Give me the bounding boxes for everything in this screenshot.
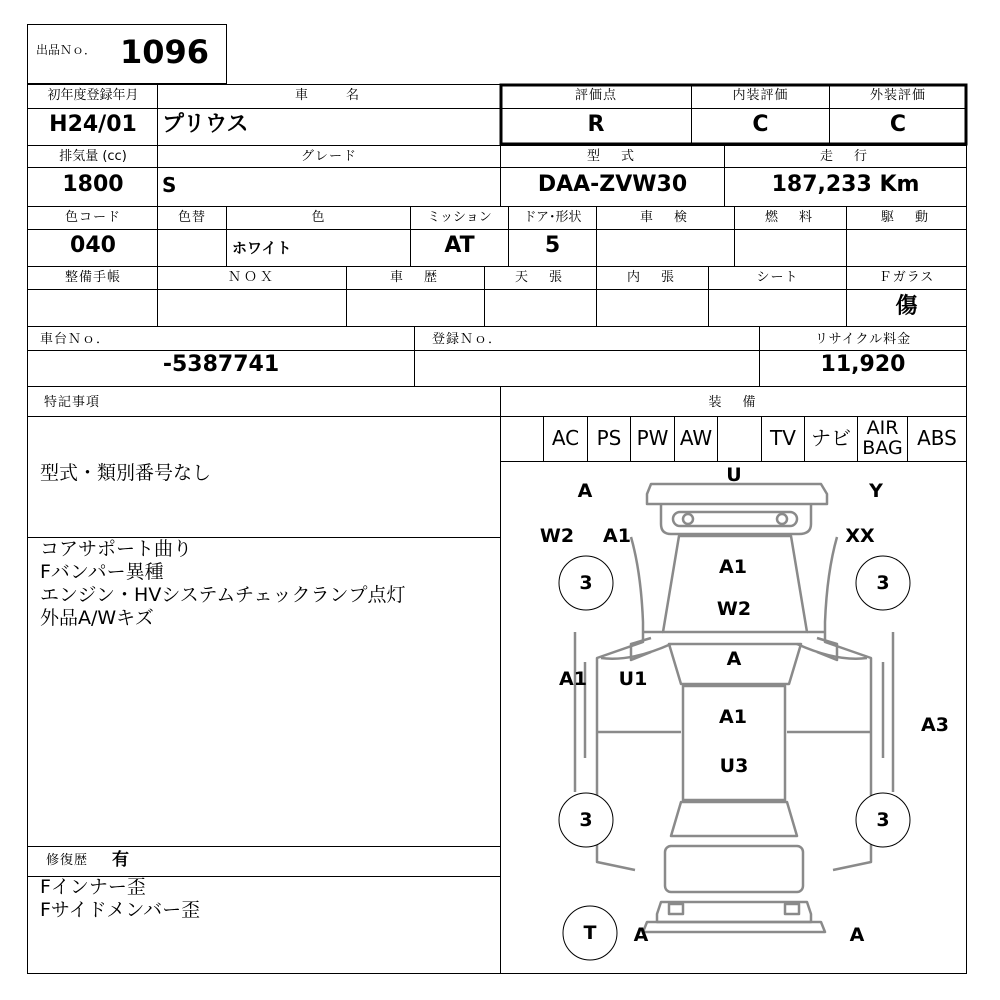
- front-glass-label: Ｆガラス: [878, 270, 935, 285]
- remarks-label: 特記事項: [44, 395, 101, 410]
- recycle-fee-value: 11,920: [820, 352, 906, 377]
- car-history-label: 車 歴: [389, 270, 441, 285]
- mark-right-fender: XX: [845, 525, 875, 547]
- repair-history-label: 修復歴: [46, 853, 89, 868]
- roof-lining-label: 天 張: [514, 270, 566, 285]
- interior-grade-value: C: [752, 112, 769, 137]
- mark-spare-tire: T: [583, 922, 597, 944]
- mark-front-right-corner: Y: [869, 480, 883, 502]
- mark-left-rear-door: U1: [618, 668, 648, 690]
- car-name-value: プリウス: [162, 112, 249, 137]
- mark-hood-2: W2: [716, 598, 752, 620]
- equipment-ps: PS: [596, 426, 622, 450]
- displacement-label: 排気量 (cc): [59, 149, 127, 164]
- door-shape-value: 5: [544, 233, 561, 258]
- car-name-label: 車 名: [294, 88, 363, 103]
- remarks-model-note: 型式・類別番号なし: [40, 462, 212, 484]
- repair-notes: Fインナー歪 Fサイドメンバー歪: [40, 876, 201, 921]
- mark-hood-1: A1: [719, 556, 747, 578]
- mark-left-front-door: A1: [559, 668, 587, 690]
- chassis-number-value: -5387741: [162, 352, 280, 377]
- registration-number-label: 登録Ｎｏ．: [432, 332, 503, 347]
- mark-rear-left: A: [633, 924, 649, 946]
- lot-number: 1096: [120, 33, 210, 71]
- score-value: R: [587, 112, 605, 137]
- mark-front-left-corner: A: [577, 480, 593, 502]
- mark-windshield: A: [726, 648, 742, 670]
- drive-label: 駆 動: [880, 210, 932, 225]
- recycle-fee-label: リサイクル料金: [814, 332, 912, 347]
- fuel-label: 燃 料: [764, 210, 816, 225]
- score-label: 評価点: [574, 88, 617, 103]
- repaint-label: 色替: [177, 210, 206, 225]
- chassis-number-label: 車台Ｎｏ．: [40, 332, 111, 347]
- mark-rear-right: A: [849, 924, 865, 946]
- color-code-label: 色コード: [64, 210, 121, 225]
- color-code-value: 040: [70, 233, 116, 258]
- color-label: 色: [311, 210, 326, 225]
- color-value: ホワイト: [232, 239, 292, 257]
- mark-left-fender-w: W2: [539, 525, 575, 547]
- first-registration-label: 初年度登録年月: [47, 88, 139, 103]
- seat-label: シート: [756, 270, 799, 285]
- model-code-value: DAA-ZVW30: [537, 172, 688, 197]
- equipment-aw: AW: [679, 426, 713, 450]
- equipment-tv: TV: [770, 426, 796, 450]
- mark-wheel-rear-right: 3: [876, 809, 890, 831]
- lot-label: 出品Ｎｏ．: [36, 43, 97, 57]
- nox-label: ＮＯＸ: [227, 270, 276, 285]
- maintenance-record-label: 整備手帳: [64, 270, 121, 285]
- equipment-navi: ナビ: [811, 426, 851, 450]
- equipment-ac: AC: [551, 426, 580, 450]
- equipment-abs: ABS: [917, 426, 957, 450]
- interior-lining-label: 内 張: [626, 270, 678, 285]
- equipment-label: 装 備: [708, 395, 760, 410]
- mark-left-fender-a: A1: [603, 525, 631, 547]
- mark-right-side: A3: [921, 714, 949, 736]
- grade-label: グレード: [300, 149, 357, 164]
- exterior-grade-label: 外装評価: [869, 88, 926, 103]
- equipment-airbag: AIR BAG: [862, 417, 903, 459]
- inspection-label: 車 検: [639, 210, 691, 225]
- mark-front-bumper: U: [726, 464, 742, 486]
- mileage-label: 走 行: [819, 149, 871, 164]
- mark-roof-2: U3: [719, 755, 749, 777]
- exterior-grade-value: C: [889, 112, 907, 137]
- displacement-value: 1800: [62, 172, 124, 197]
- mission-label: ミッション: [427, 210, 492, 225]
- first-registration-value: H24/01: [49, 112, 137, 137]
- model-code-label: 型 式: [586, 149, 638, 164]
- mark-roof-1: A1: [719, 706, 747, 728]
- mileage-value: 187,233 Km: [771, 172, 920, 197]
- mission-value: AT: [444, 233, 475, 258]
- remarks-notes: コアサポート曲り Fバンパー異種 エンジン・HVシステムチェックランプ点灯 外品A/Wキズ: [40, 538, 406, 629]
- repair-history-value: 有: [112, 850, 129, 870]
- front-glass-value: 傷: [895, 294, 918, 319]
- mark-wheel-rear-left: 3: [579, 809, 593, 831]
- grade-value: S: [162, 173, 177, 197]
- mark-wheel-front-right: 3: [876, 572, 890, 594]
- door-shape-label: ドア･形状: [523, 210, 582, 225]
- equipment-pw: PW: [636, 426, 669, 450]
- mark-wheel-front-left: 3: [579, 572, 593, 594]
- interior-grade-label: 内装評価: [732, 88, 789, 103]
